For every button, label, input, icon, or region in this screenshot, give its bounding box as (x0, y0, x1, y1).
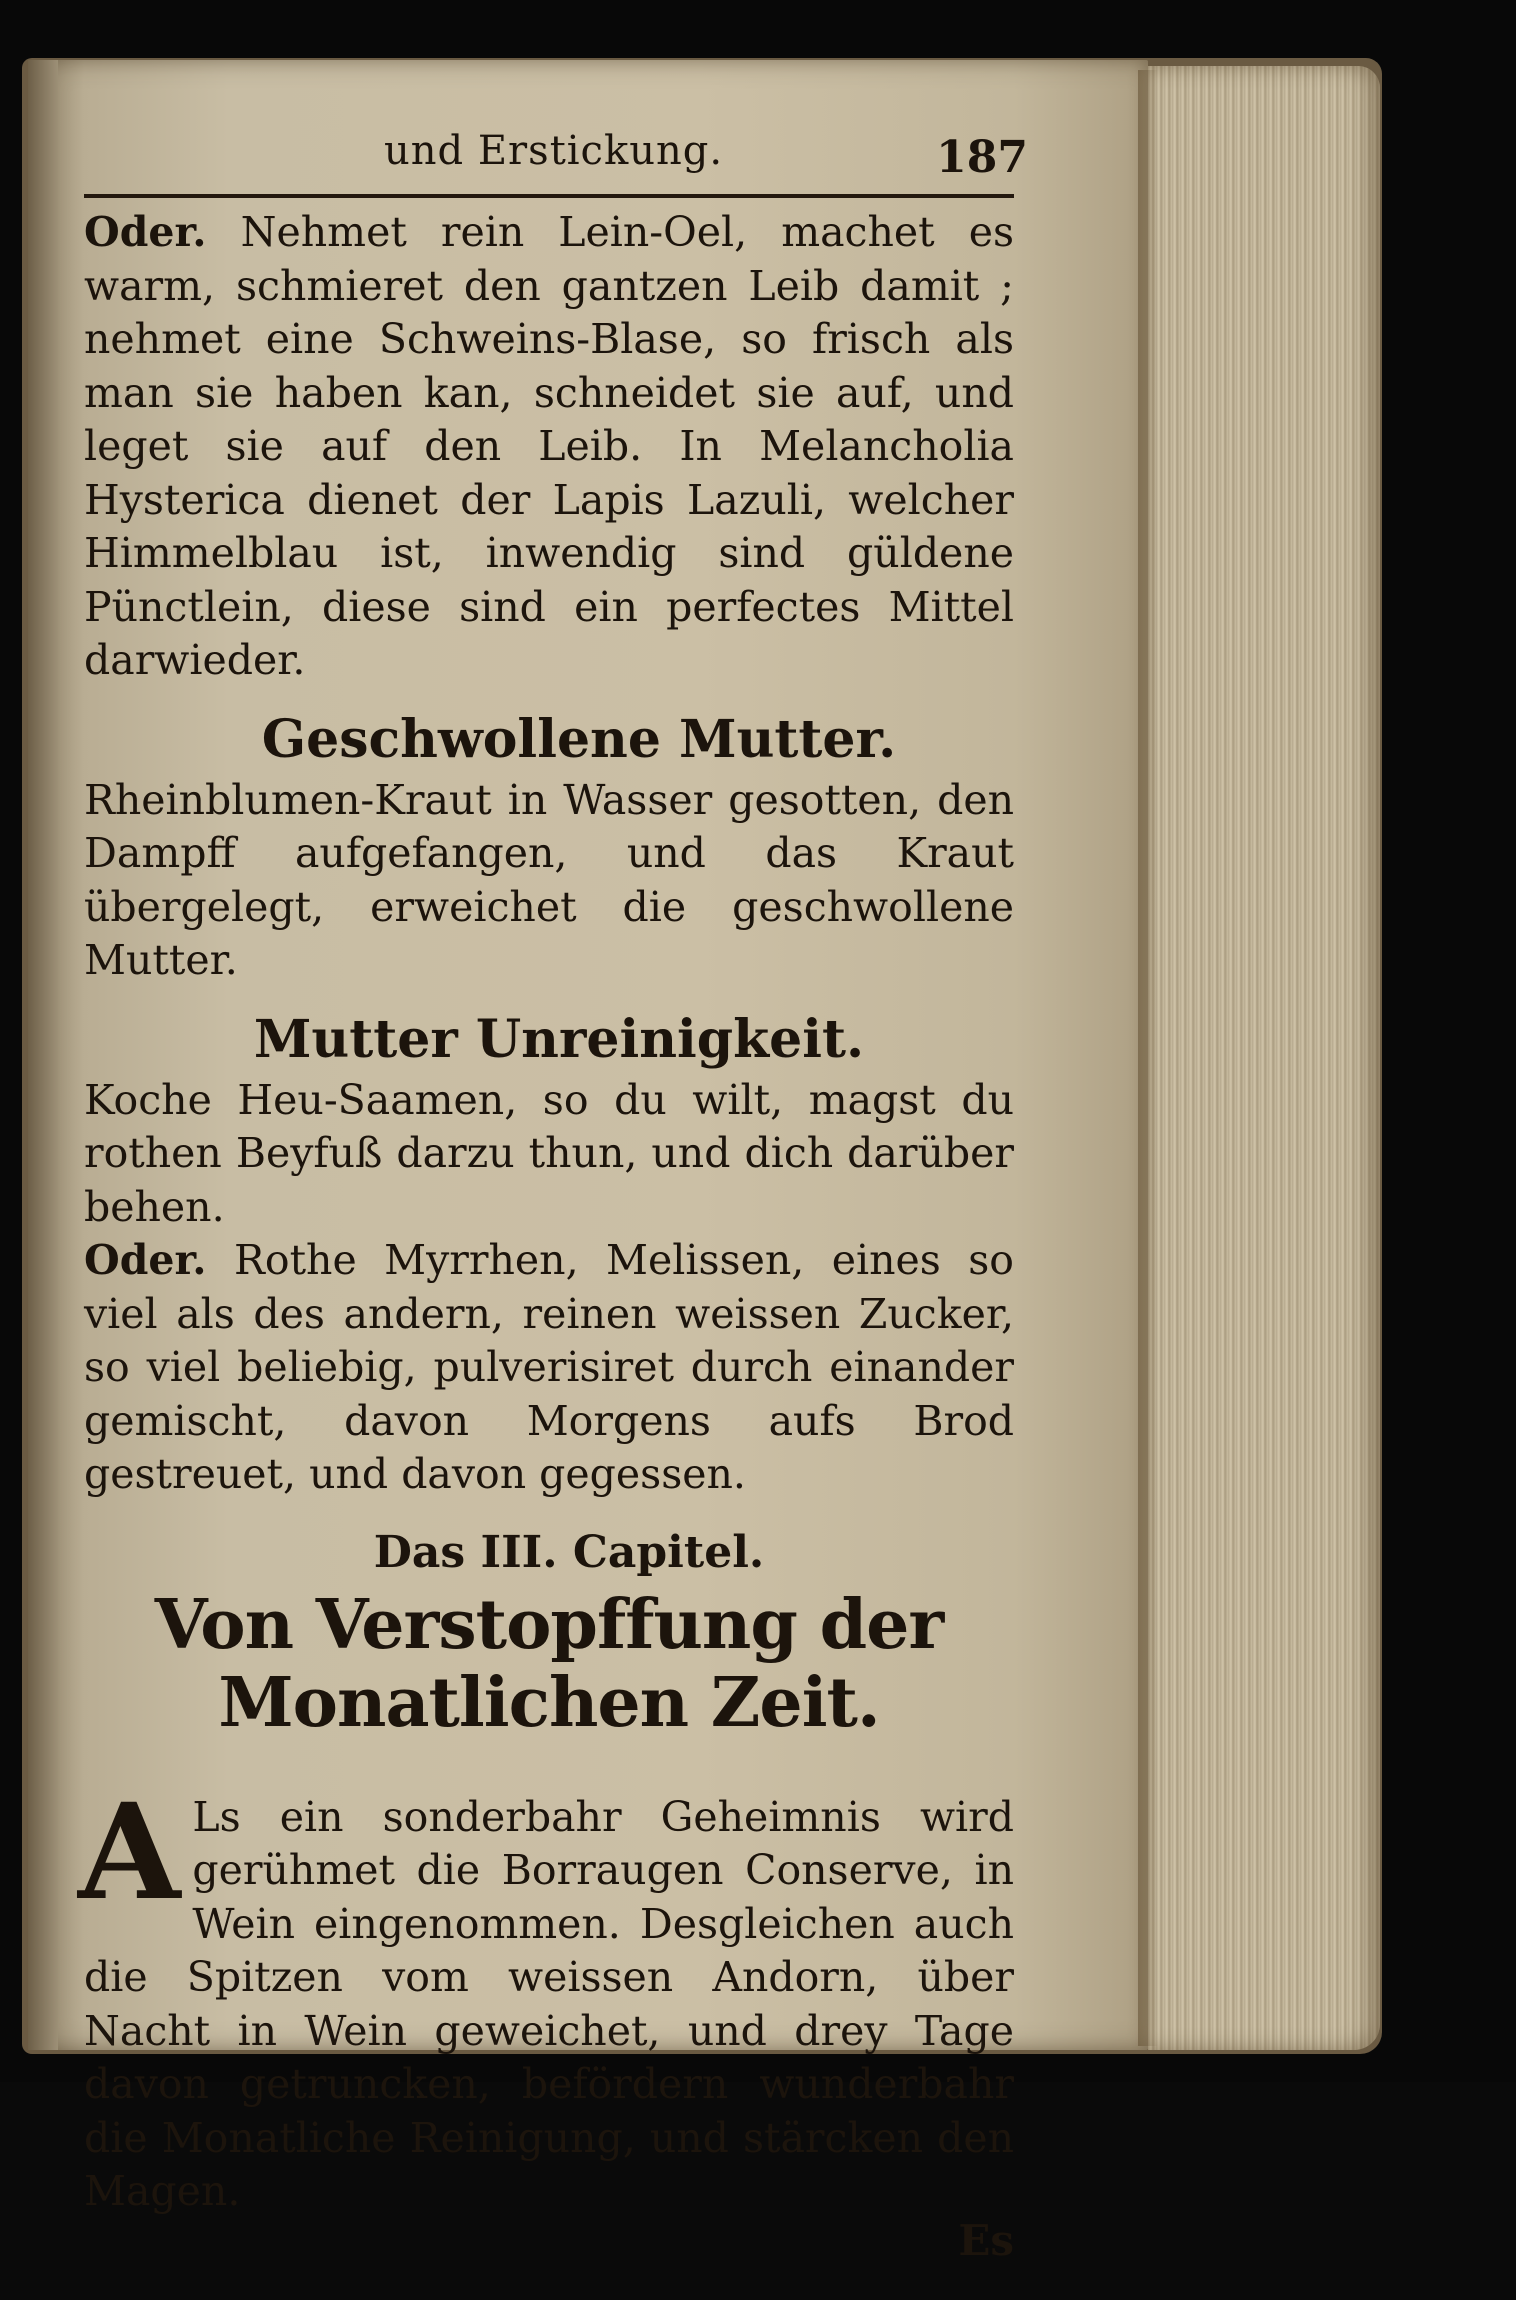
paragraph-text: Nehmet rein Lein-Oel, machet es warm, schmieret den gantzen Leib damit ; nehmet eine Schweins-Blase, so frisch als man sie haben kan, schneidet sie auf, und leget sie auf den Leib. In Melancholia Hysterica dienet der Lapis Lazuli, welcher Himmelblau ist, inwendig sind güldene Pünctlein, diese sind ein perfectes Mittel darwieder. (84, 208, 1014, 684)
page-header (84, 128, 1028, 198)
paragraph-oder-myrrhen (84, 1234, 1014, 1502)
page-content (78, 128, 1028, 2300)
paragraph-oder-lein-oel (84, 206, 1014, 688)
paragraph-borraugen (78, 1774, 1014, 2219)
page-gutter (28, 60, 58, 2050)
catchword: Es (958, 2215, 1014, 2265)
edge-shadow (1138, 70, 1158, 2046)
paragraph-lead: Oder. (84, 1236, 207, 1284)
page-number: 187 (936, 132, 1028, 183)
page-edges (1148, 66, 1380, 2050)
section-heading-geschwollene-mutter: Geschwollene Mutter. (261, 708, 897, 770)
paragraph-rheinblumen: Rheinblumen-Kraut in Wasser gesotten, den Dampff aufgefangen, und das Kraut übergelegt, erweichet die geschwollene Mutter. (84, 775, 1014, 984)
paragraph-text: Ls ein sonderbahr Geheimnis wird gerühmet die Borraugen Conserve, in Wein eingenommen. Desgleichen auch die Spitzen vom weissen Andorn, über Nacht in Wein geweichet, und drey Tage davon getruncken, befördern wunderbahr die Monatliche Reinigung, und stärcken den Magen. (84, 1792, 1014, 2215)
section-heading-mutter-unreinigkeit: Mutter Unreinigkeit. (253, 1008, 865, 1070)
paragraph-heu-saamen: Koche Heu-Saamen, so du wilt, magst du rothen Beyfuß darzu thun, und dich darüber behen. (84, 1075, 1014, 1231)
paragraph-lead: Oder. (84, 208, 207, 256)
drop-cap: A (78, 1774, 181, 1930)
paragraph-text: Rothe Myrrhen, Melissen, eines so viel als des andern, reinen weissen Zucker, so viel beliebig, pulverisiret durch einander gemischt, davon Morgens aufs Brod gestreuet, und davon gegessen. (84, 1236, 1014, 1498)
chapter-label: Das III. Capitel. (373, 1526, 765, 1578)
chapter-title: Von Verstopffung der Monatlichen Zeit. (154, 1584, 944, 1743)
running-head: und Erstickung. (384, 128, 724, 174)
